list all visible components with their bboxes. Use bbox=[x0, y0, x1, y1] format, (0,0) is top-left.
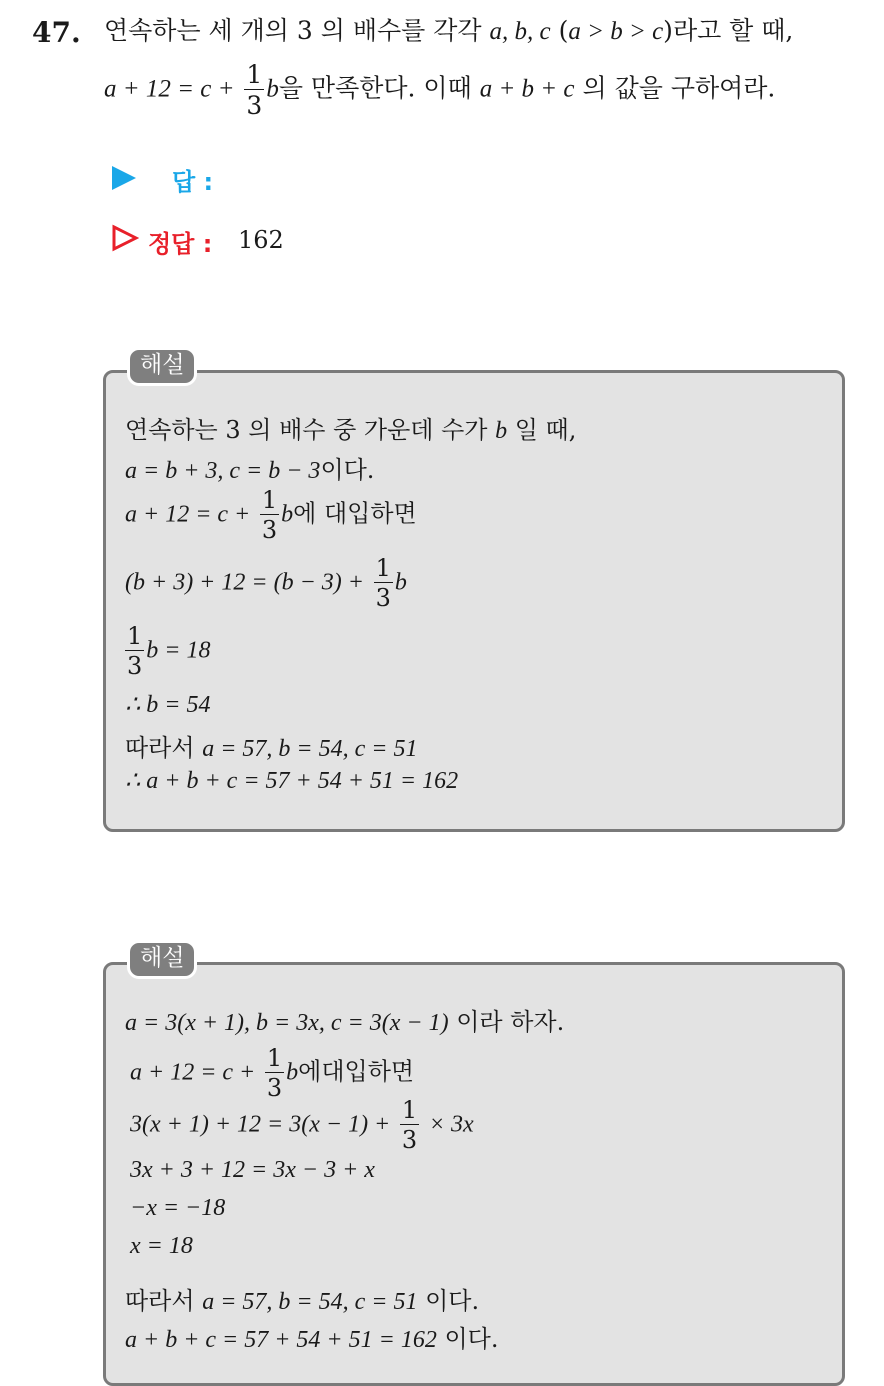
solution1-line-3: a + 12 = c + $\frac{1}{3}$ b에 대입하면 bbox=[125, 486, 417, 544]
correct-answer-value: 162 bbox=[238, 226, 284, 254]
problem-equation-lhs: a + 12 = c + bbox=[104, 75, 235, 103]
solution1-line-1: 연속하는 3 의 배수 중 가운데 수가 b 일 때, bbox=[125, 416, 577, 444]
fraction: $\frac{1}{3}$ bbox=[246, 60, 263, 120]
solution2-line-7: 따라서 a = 57, b = 54, c = 51 이다. bbox=[125, 1287, 480, 1315]
solution1-line-8: ∴ a + b + c = 57 + 54 + 51 = 162 bbox=[125, 768, 459, 794]
problem-cond-close: ) bbox=[663, 16, 673, 45]
solution2-line-3: 3(x + 1) + 12 = 3(x − 1) + $\frac{1}{3}$ × 3x bbox=[130, 1096, 474, 1154]
problem-number: 47. bbox=[32, 16, 81, 49]
solution-tag-2: 해설 bbox=[127, 940, 197, 979]
fraction: $\frac{1}{3}$ bbox=[127, 622, 143, 680]
solution2-line-8: a + b + c = 57 + 54 + 51 = 162 이다. bbox=[125, 1325, 499, 1353]
solution1-line-2: a = b + 3, c = b − 3이다. bbox=[125, 456, 375, 484]
solution2-line-6: x = 18 bbox=[130, 1233, 193, 1259]
solution2-line-5: −x = −18 bbox=[130, 1195, 226, 1221]
problem-text: 연속하는 세 개의 3 의 배수를 각각 bbox=[104, 16, 482, 45]
solution-tag-1: 해설 bbox=[127, 347, 197, 386]
problem-text-2: 을 만족한다. 이때 bbox=[278, 73, 472, 103]
solution1-line-5: $\frac{1}{3}$ b = 18 bbox=[127, 622, 211, 680]
problem-expression: a + b + c bbox=[479, 75, 575, 103]
problem-cond-open: ( bbox=[558, 16, 569, 45]
solution1-line-4: (b + 3) + 12 = (b − 3) + $\frac{1}{3}$ b bbox=[125, 554, 407, 612]
fraction: $\frac{1}{3}$ bbox=[266, 1044, 283, 1102]
problem-line-1 bbox=[104, 18, 793, 44]
correct-answer-arrow-icon bbox=[111, 224, 139, 252]
fraction: $\frac{1}{3}$ bbox=[375, 554, 391, 612]
correct-answer-label: 정답 : bbox=[148, 230, 213, 258]
problem-vars: a, b, c bbox=[489, 18, 551, 45]
answer-arrow-icon bbox=[112, 166, 136, 190]
problem-condition: a > b > c bbox=[568, 18, 664, 45]
problem-text-tail: 라고 할 때, bbox=[672, 16, 794, 45]
solution1-line-7: 따라서 a = 57, b = 54, c = 51 bbox=[125, 734, 418, 762]
problem-line-2: a + 12 = c + $\frac{1}{3}$ b을 만족한다. 이때 a + b + c 의 값을 구하여라. bbox=[104, 60, 776, 120]
solution2-line-1: a = 3(x + 1), b = 3x, c = 3(x − 1) 이라 하자. bbox=[125, 1008, 565, 1036]
solution2-line-2: a + 12 = c + $\frac{1}{3}$ b에대입하면 bbox=[130, 1044, 415, 1102]
fraction: $\frac{1}{3}$ bbox=[401, 1096, 418, 1154]
fraction: $\frac{1}{3}$ bbox=[261, 486, 278, 544]
problem-text-2-tail: 의 값을 구하여라. bbox=[582, 73, 776, 103]
solution1-line-6: ∴ b = 54 bbox=[125, 692, 211, 718]
answer-label: 답 : bbox=[172, 168, 214, 196]
solution2-line-4: 3x + 3 + 12 = 3x − 3 + x bbox=[130, 1157, 375, 1183]
